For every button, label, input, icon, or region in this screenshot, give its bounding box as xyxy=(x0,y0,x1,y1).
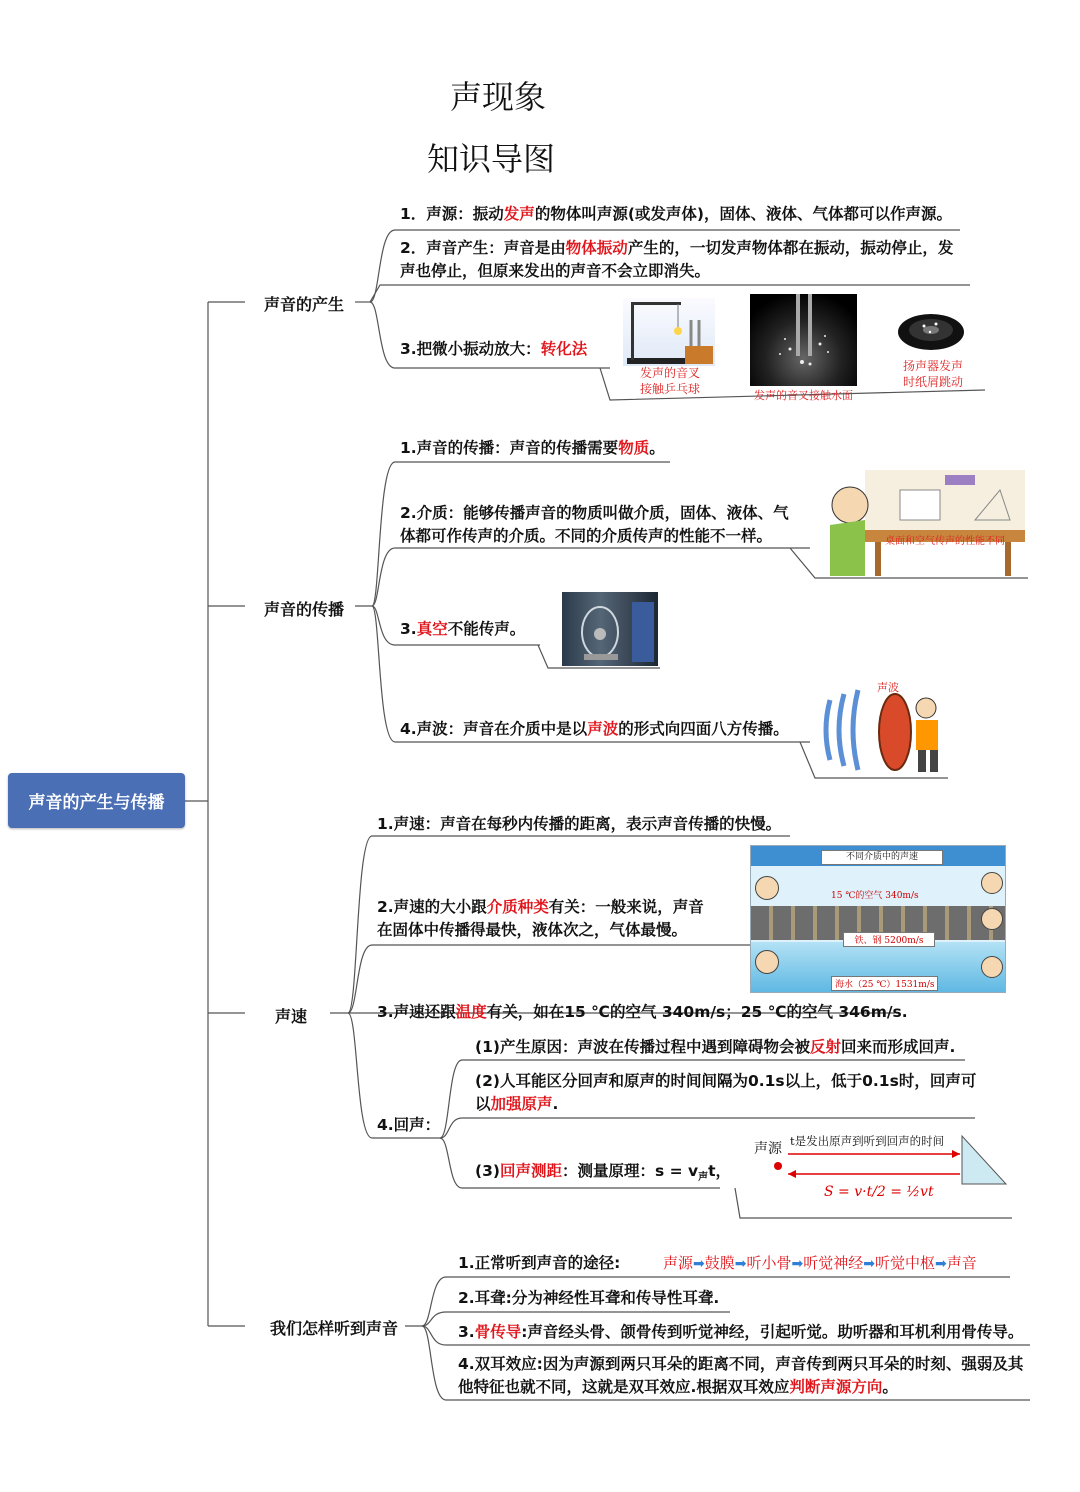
path-step: 听觉神经 xyxy=(803,1254,864,1272)
b4-item1: 1.正常听到声音的途径: xyxy=(458,1254,621,1272)
branch-how-we-hear: 我们怎样听到声音 xyxy=(270,1319,399,1338)
b3-item4-label: 4.回声： xyxy=(377,1116,441,1134)
caption-table: 桌面和空气传声的性能不同 xyxy=(885,536,1005,547)
b2-item2: 2.介质：能够传播声音的物质叫做介质，固体、液体、气 体都可作传声的介质。不同的介质传声的性能不一样。 xyxy=(400,504,789,545)
path-step: 鼓膜 xyxy=(704,1254,735,1272)
speed-air: 15 ℃的空气 340m/s xyxy=(831,891,919,901)
b3-item2: 2.声速的大小跟介质种类有关：一般来说，声音 在固体中传播得最快，液体次之，气体最慢。 xyxy=(377,898,704,939)
arrow-right-icon: ➡ xyxy=(693,1256,705,1272)
speaker-image xyxy=(896,310,966,358)
arrow-right-icon: ➡ xyxy=(734,1256,747,1272)
speed-steel: 铁、钢 5200m/s xyxy=(843,932,935,947)
b4-item4: 4.双耳效应:因为声源到两只耳朵的距离不同，声音传到两只耳朵的时刻、强弱及其 他特征也就不同，这就是双耳效应.根据双耳效应判断声源方向。 xyxy=(458,1355,1024,1396)
path-step: 听小骨 xyxy=(746,1254,792,1272)
echo-source-label: 声源 xyxy=(754,1141,782,1157)
echo-time-desc: t是发出原声到听到回声的时间 xyxy=(790,1134,945,1148)
vacuum-bell-jar-image xyxy=(562,592,658,666)
speed-media-image xyxy=(750,845,1006,993)
table-experiment-image xyxy=(825,470,1025,576)
arrow-right-icon: ➡ xyxy=(863,1256,875,1272)
b2-item1: 1.声音的传播：声音的传播需要物质。 xyxy=(400,439,665,457)
tuning-fork-water-image xyxy=(750,294,857,386)
echo-ranging: (3)回声测距：测量原理：$s = v_声t$， xyxy=(475,1162,732,1184)
b3-item3: 3.声速还跟温度有关，如在15 ℃的空气 340m/s；25 ℃的空气 346m/s. xyxy=(377,1003,908,1021)
speed-image-title: 不同介质中的声速 xyxy=(821,850,943,865)
branch-sound-propagation: 声音的传播 xyxy=(264,600,345,619)
b2-item4: 4.声波：声音在介质中是以声波的形式向四面八方传播。 xyxy=(400,720,789,738)
arrow-right-icon: ➡ xyxy=(791,1256,804,1272)
hearing-path xyxy=(663,1252,977,1273)
b2-item3: 3.真空不能传声。 xyxy=(400,620,526,638)
b4-item3: 3.骨传导:声音经头骨、颌骨传到听觉神经，引起听觉。助听器和耳机利用骨传导。 xyxy=(458,1323,1024,1341)
b1-item1: 1．声源：振动发声的物体叫声源(或发声体)，固体、液体、气体都可以作声源。 xyxy=(400,205,952,223)
caption-fork-ball: 发声的音叉 接触乒乓球 xyxy=(639,366,700,396)
path-step: 声音 xyxy=(946,1254,977,1272)
speed-sea: 海水（25 ℃）1531m/s xyxy=(831,976,938,991)
page-subtitle: 知识导图 xyxy=(427,140,556,178)
b1-item3: 3.把微小振动放大：转化法 xyxy=(400,340,588,358)
path-step: 声源 xyxy=(663,1254,694,1272)
b4-item2: 2.耳聋:分为神经性耳聋和传导性耳聋. xyxy=(458,1289,720,1307)
b3-item1: 1.声速：声音在每秒内传播的距离，表示声音传播的快慢。 xyxy=(377,815,782,833)
root-node: 声音的产生与传播 xyxy=(8,773,185,828)
branch-sound-speed: 声速 xyxy=(275,1007,308,1026)
path-step: 听觉中枢 xyxy=(875,1254,936,1272)
wave-label: 声波 xyxy=(877,681,899,694)
tuning-fork-ball-image xyxy=(623,298,715,366)
branch-sound-production: 声音的产生 xyxy=(264,295,345,314)
caption-fork-water: 发声的音叉接触水面 xyxy=(754,389,853,402)
caption-speaker: 扬声器发声 时纸屑跳动 xyxy=(902,359,963,389)
b1-item2: 2．声音产生：声音是由物体振动产生的，一切发声物体都在振动，振动停止，发 声也停止，但原来发出的声音不会立即消失。 xyxy=(400,239,954,280)
page-title: 声现象 xyxy=(450,78,547,116)
arrow-right-icon: ➡ xyxy=(935,1256,947,1272)
echo-formula: S = v·t/2 = ½vt xyxy=(824,1184,934,1200)
echo-interval: (2)人耳能区分回声和原声的时间间隔为0.1s以上，低于0.1s时，回声可 以加强原声. xyxy=(475,1072,977,1113)
echo-cause: (1)产生原因：声波在传播过程中遇到障碍物会被反射回来而形成回声. xyxy=(475,1038,956,1056)
